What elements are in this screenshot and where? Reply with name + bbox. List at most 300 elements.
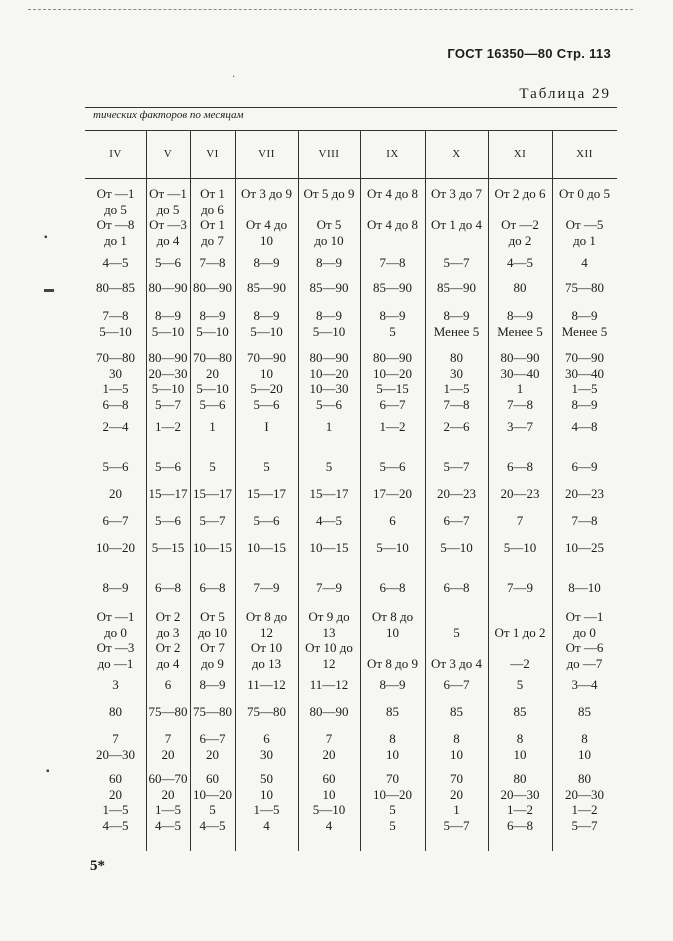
table-cell xyxy=(146,704,190,720)
cell-line: 7—8 xyxy=(507,396,533,412)
cell-line: От 3 до 9 xyxy=(241,186,292,201)
cell-line: 5—20 xyxy=(250,381,283,396)
table-cell xyxy=(425,280,488,296)
cell-line: 10 xyxy=(386,746,399,762)
cell-line: 85—90 xyxy=(373,280,412,295)
cell-line: 85 xyxy=(450,704,463,719)
cell-line: 20 xyxy=(206,746,219,762)
cell-line: 75—80 xyxy=(247,704,286,719)
cell-line: 5—10 xyxy=(196,323,229,339)
table-cell xyxy=(298,513,360,529)
cell-line: 10—30 xyxy=(309,381,349,396)
cell-line: От 5 xyxy=(316,217,342,232)
cell-line: 5—10 xyxy=(503,540,537,555)
cell-line xyxy=(298,202,360,218)
table-cell xyxy=(146,771,190,833)
table-cell xyxy=(425,350,488,412)
cell-line: 4—5 xyxy=(316,513,342,528)
table-cell xyxy=(360,771,425,833)
table-cell xyxy=(488,540,552,556)
table-cell xyxy=(298,677,360,693)
table-name: Таблица 29 xyxy=(519,86,611,102)
cell-line: От 1 xyxy=(200,186,225,201)
table-cell xyxy=(425,731,488,762)
table-cell xyxy=(85,419,146,435)
table-cell xyxy=(425,771,488,833)
cell-line: 6—8 xyxy=(199,580,226,595)
table-cell xyxy=(146,486,190,502)
header-bottom-rule xyxy=(85,178,617,179)
cell-line: 10—20 xyxy=(96,540,135,555)
table-cell xyxy=(488,771,552,833)
table-cell xyxy=(85,280,146,296)
table-cell xyxy=(552,580,617,596)
cell-line: 15—17 xyxy=(247,486,286,501)
table-cell xyxy=(488,186,552,248)
table-cell xyxy=(360,677,425,693)
table-cell xyxy=(488,280,552,296)
cell-line: 2—6 xyxy=(443,419,470,434)
cell-line: От 3 до 4 xyxy=(431,655,482,671)
cell-line: 5—15 xyxy=(376,381,409,396)
table-cell xyxy=(488,731,552,762)
cell-line: От 2 xyxy=(155,640,181,655)
cell-line: 3 xyxy=(112,677,119,692)
table-cell xyxy=(488,580,552,596)
cell-line: 8 xyxy=(389,731,396,746)
cell-line: 10—20 xyxy=(309,365,349,381)
cell-line: 3—4 xyxy=(571,677,598,692)
column-header: IX xyxy=(386,148,399,160)
table-cell xyxy=(235,308,298,339)
cell-line: 5—6 xyxy=(199,396,226,412)
cell-line: 5—7 xyxy=(443,817,470,833)
table-cell xyxy=(235,677,298,693)
table-cell xyxy=(552,513,617,529)
table-cell xyxy=(146,186,190,248)
cell-line: 20 xyxy=(161,746,175,762)
cell-line: 7 xyxy=(164,731,172,746)
table-cell xyxy=(552,609,617,671)
table-cell xyxy=(190,580,235,596)
cell-line: 4—5 xyxy=(102,255,129,270)
cell-line: От —3 xyxy=(96,640,135,655)
table-cell xyxy=(146,609,190,671)
cell-line: 6—8 xyxy=(102,396,129,412)
cell-line: Менее 5 xyxy=(433,323,480,339)
cell-line: 8—9 xyxy=(379,677,406,692)
cell-line: 20 xyxy=(109,786,122,802)
cell-line: 5 xyxy=(325,459,333,474)
cell-line: 4—5 xyxy=(199,817,226,833)
cell-line: до 5 xyxy=(104,201,127,217)
table-cell xyxy=(235,513,298,529)
cell-line: до 1 xyxy=(104,232,127,248)
table-cell xyxy=(360,704,425,720)
table-cell xyxy=(298,419,360,435)
cell-line: 15—17 xyxy=(309,486,349,501)
cell-line: От —6 xyxy=(565,640,604,655)
cell-line: 5—6 xyxy=(155,255,181,270)
cell-line: 20—23 xyxy=(565,486,604,501)
table-cell xyxy=(146,580,190,596)
cell-line: 8—9 xyxy=(316,255,342,270)
table-cell xyxy=(190,771,235,833)
cell-line: 10—15 xyxy=(193,540,232,555)
cell-line: 6—8 xyxy=(507,459,533,474)
table-cell xyxy=(552,186,617,248)
cell-line: От 1 до 4 xyxy=(431,217,482,232)
margin-mark: · xyxy=(232,72,236,83)
cell-line: 10 xyxy=(450,746,463,762)
cell-line: 5 xyxy=(516,677,524,692)
cell-line: От 1 xyxy=(200,217,225,232)
table-cell xyxy=(298,350,360,412)
cell-line: От 7 xyxy=(200,640,225,655)
cell-line: 8—9 xyxy=(379,308,406,323)
table-cell xyxy=(85,609,146,671)
table-cell xyxy=(552,677,617,693)
cell-line: 6—7 xyxy=(379,396,406,412)
cell-line: От 8 до xyxy=(245,609,288,624)
cell-line: 4 xyxy=(263,817,270,833)
cell-line: 8—9 xyxy=(507,308,533,323)
cell-line: 30—40 xyxy=(565,365,604,381)
cell-line: 1 xyxy=(453,802,460,817)
table-cell xyxy=(425,459,488,475)
cell-line: 70—90 xyxy=(565,350,604,365)
column-header: XI xyxy=(513,148,527,160)
table-cell xyxy=(146,731,190,762)
cell-line: 5—10 xyxy=(312,802,346,817)
table-cell xyxy=(190,308,235,339)
table-cell xyxy=(425,609,488,671)
cell-line: 8—9 xyxy=(253,255,280,270)
cell-line: 5—6 xyxy=(102,459,129,474)
cell-line: 5 xyxy=(389,802,396,817)
cell-line: 3—7 xyxy=(507,419,533,434)
cell-line: От —3 xyxy=(149,217,187,232)
cell-line: 80—90 xyxy=(193,280,232,295)
cell-line: 8—9 xyxy=(253,308,280,323)
cell-line: 20—30 xyxy=(500,786,540,802)
cell-line: 1—5 xyxy=(155,802,181,817)
cell-line: 15—17 xyxy=(148,486,188,501)
cell-line: 5—7 xyxy=(443,255,470,270)
cell-line: 80—90 xyxy=(148,350,188,365)
cell-line: до 0 xyxy=(573,624,596,640)
cell-line: От 5 до 9 xyxy=(303,186,355,201)
cell-line: 8—9 xyxy=(571,396,598,412)
cell-line: 5 xyxy=(389,817,396,833)
cell-line: 75—80 xyxy=(565,280,604,295)
table-cell xyxy=(425,513,488,529)
cell-line: 10—20 xyxy=(373,786,412,802)
cell-line: От —2 xyxy=(501,217,539,232)
cell-line: 10 xyxy=(260,365,273,381)
table-cell xyxy=(488,459,552,475)
cell-line: до 10 xyxy=(314,232,344,248)
table-cell xyxy=(425,704,488,720)
cell-line: —2 xyxy=(510,655,530,671)
table-cell xyxy=(552,540,617,556)
cell-line: 20—23 xyxy=(437,486,476,501)
cell-line: до 0 xyxy=(104,624,127,640)
cell-line: 1—2 xyxy=(379,419,406,434)
cell-line: 7—9 xyxy=(507,580,533,595)
cell-line: 50 xyxy=(260,771,273,786)
cell-line: 5—6 xyxy=(379,459,406,474)
cell-line: 80—85 xyxy=(96,280,135,295)
table-top-rule xyxy=(85,107,617,108)
column-header: X xyxy=(452,148,461,160)
table-cell xyxy=(552,771,617,833)
cell-line: 4—8 xyxy=(571,419,598,434)
cell-line: 5 xyxy=(389,323,396,339)
cell-line: От 10 xyxy=(250,640,283,655)
table-cell xyxy=(190,186,235,248)
cell-line: 5—10 xyxy=(376,540,409,555)
cell-line: 20—30 xyxy=(565,786,604,802)
cell-line: до 13 xyxy=(251,655,282,671)
table-cell xyxy=(190,677,235,693)
table-cell xyxy=(146,459,190,475)
table-cell xyxy=(190,731,235,762)
column-header: XII xyxy=(576,148,593,160)
cell-line: От 4 до xyxy=(245,217,288,232)
table-cell xyxy=(190,255,235,271)
cell-line: 4—5 xyxy=(155,817,181,833)
cell-line: 5 xyxy=(209,802,216,817)
cell-line: От —5 xyxy=(565,217,604,232)
cell-line: 5—7 xyxy=(571,817,598,833)
cell-line: От 8 до 9 xyxy=(367,655,418,671)
cell-line: От —1 xyxy=(565,609,604,624)
table-cell xyxy=(425,540,488,556)
table-cell xyxy=(190,513,235,529)
table-cell xyxy=(488,486,552,502)
table-cell xyxy=(85,350,146,412)
table-cell xyxy=(552,459,617,475)
table-cell xyxy=(190,486,235,502)
cell-line: 80—90 xyxy=(373,350,412,365)
cell-line: до 5 xyxy=(156,201,180,217)
table-cell xyxy=(190,704,235,720)
cell-line: 70—90 xyxy=(247,350,286,365)
table-cell xyxy=(298,771,360,833)
cell-line: 5—6 xyxy=(155,459,181,474)
cell-line: 5—10 xyxy=(99,323,132,339)
table-cell xyxy=(85,513,146,529)
cell-line: 7 xyxy=(325,731,333,746)
cell-line: 2—4 xyxy=(102,419,129,434)
table-cell xyxy=(488,677,552,693)
table-cell xyxy=(235,580,298,596)
cell-line: 20 xyxy=(322,746,336,762)
table-cell xyxy=(552,255,617,271)
cell-line: до —1 xyxy=(97,655,134,671)
column-header: VIII xyxy=(318,148,340,160)
margin-mark: ▪ xyxy=(44,232,48,243)
cell-line: 30—40 xyxy=(500,365,540,381)
cell-line: От —1 xyxy=(96,609,135,624)
table-cell xyxy=(85,540,146,556)
cell-line: 6—8 xyxy=(507,817,533,833)
cell-line: 10 xyxy=(322,786,336,802)
cell-line: 5—6 xyxy=(316,396,342,412)
cell-line: до 3 xyxy=(156,624,180,640)
cell-line: 8—9 xyxy=(316,308,342,323)
cell-line: 1 xyxy=(209,419,216,434)
cell-line: 8 xyxy=(453,731,460,746)
table-cell xyxy=(235,255,298,271)
cell-line: 80 xyxy=(109,704,122,719)
table-cell xyxy=(85,186,146,248)
table-cell xyxy=(360,255,425,271)
table-cell xyxy=(488,704,552,720)
cell-line: 5—6 xyxy=(253,396,280,412)
cell-line: От 9 до xyxy=(308,609,350,624)
cell-line: 20—30 xyxy=(148,365,188,381)
cell-line: 8—9 xyxy=(443,308,470,323)
cell-line: 1—2 xyxy=(155,419,181,434)
cell-line: 6—8 xyxy=(379,580,406,595)
cell-line: 80—90 xyxy=(309,704,349,719)
cell-line: 1—5 xyxy=(102,802,129,817)
cell-line: 8—9 xyxy=(102,580,129,595)
table-cell xyxy=(360,609,425,671)
table-cell xyxy=(235,704,298,720)
cell-line: 85 xyxy=(513,704,527,719)
cell-line: 7—8 xyxy=(443,396,470,412)
cell-line: 30 xyxy=(109,365,122,381)
cell-line: 10—15 xyxy=(247,540,286,555)
cell-line: 20—23 xyxy=(500,486,540,501)
table-cell xyxy=(235,350,298,412)
cell-line: 7—8 xyxy=(199,255,226,270)
cell-line xyxy=(425,202,488,218)
cell-line: От 1 до 2 xyxy=(494,624,546,640)
table-cell xyxy=(85,308,146,339)
table-cell xyxy=(235,486,298,502)
table-cell xyxy=(146,513,190,529)
cell-line: 1—5 xyxy=(253,802,280,817)
table-cell xyxy=(552,308,617,339)
cell-line: 1—5 xyxy=(571,381,598,396)
cell-line: 5 xyxy=(263,459,270,474)
cell-line: 10 xyxy=(513,746,527,762)
table-cell xyxy=(146,419,190,435)
cell-line: 8 xyxy=(581,731,588,746)
cell-line: От 8 до xyxy=(371,609,414,624)
cell-line: 5—10 xyxy=(151,381,185,396)
table-cell xyxy=(488,513,552,529)
table-cell xyxy=(190,280,235,296)
cell-line: 80 xyxy=(450,350,463,365)
cell-line: 10 xyxy=(260,232,273,248)
table-cell xyxy=(360,459,425,475)
table-cell xyxy=(190,419,235,435)
cell-line xyxy=(360,640,425,656)
cell-line: 1—5 xyxy=(102,381,129,396)
cell-line: 8 xyxy=(516,731,524,746)
cell-line: 10—15 xyxy=(309,540,349,555)
margin-mark: ▪ xyxy=(46,766,50,777)
cell-line: От —1 xyxy=(149,186,187,201)
cell-line xyxy=(425,640,488,656)
table-cell xyxy=(488,308,552,339)
table-cell xyxy=(235,419,298,435)
margin-mark: ▬ xyxy=(44,284,54,295)
cell-line: 30 xyxy=(450,365,463,381)
cell-line: От 2 xyxy=(155,609,181,624)
top-border xyxy=(28,9,633,10)
table-cell xyxy=(298,609,360,671)
cell-line: I xyxy=(264,419,269,434)
cell-line: 8—9 xyxy=(155,308,181,323)
cell-line: 5 xyxy=(209,459,216,474)
cell-line: 20 xyxy=(450,786,463,802)
table-cell xyxy=(146,677,190,693)
cell-line: Менее 5 xyxy=(561,323,608,339)
cell-line: 5—10 xyxy=(250,323,283,339)
cell-line: 7—8 xyxy=(379,255,406,270)
cell-line xyxy=(425,609,488,625)
column-header: IV xyxy=(109,148,122,160)
cell-line: 5—10 xyxy=(440,540,473,555)
cell-line: 10—25 xyxy=(565,540,604,555)
table-cell xyxy=(552,350,617,412)
cell-line: 10 xyxy=(578,746,591,762)
table-cell xyxy=(235,731,298,762)
cell-line: 17—20 xyxy=(373,486,412,501)
cell-line: 60 xyxy=(322,771,336,786)
table-cell xyxy=(488,419,552,435)
table-cell xyxy=(146,350,190,412)
cell-line: От 0 до 5 xyxy=(559,186,610,201)
cell-line: 1—2 xyxy=(507,802,533,817)
cell-line: 75—80 xyxy=(193,704,232,719)
footnote: 5* xyxy=(90,858,105,874)
table-cell xyxy=(298,540,360,556)
cell-line xyxy=(488,609,552,625)
column-header: V xyxy=(163,148,173,160)
table-cell xyxy=(298,280,360,296)
cell-line: 7—9 xyxy=(253,580,280,595)
cell-line: 20—30 xyxy=(96,746,135,762)
cell-line: 5 xyxy=(453,624,460,640)
table-cell xyxy=(146,308,190,339)
table-cell xyxy=(425,255,488,271)
cell-line: 8—9 xyxy=(199,677,226,692)
cell-line: 15—17 xyxy=(193,486,232,501)
cell-line: 85—90 xyxy=(309,280,349,295)
cell-line: 10—20 xyxy=(193,786,232,802)
cell-line xyxy=(235,202,298,218)
table-cell xyxy=(190,540,235,556)
cell-line: От 4 до 8 xyxy=(367,217,418,232)
table-cell xyxy=(235,186,298,248)
cell-line: 75—80 xyxy=(148,704,188,719)
cell-line: до 2 xyxy=(508,232,532,248)
cell-line: 5—7 xyxy=(199,513,226,528)
cell-line: 5—7 xyxy=(443,459,470,474)
cell-line: 10—20 xyxy=(373,365,412,381)
cell-line: 70 xyxy=(450,771,463,786)
table-caption: тических факторов по месяцам xyxy=(93,109,244,121)
cell-line xyxy=(552,202,617,218)
cell-line: 1—5 xyxy=(443,381,470,396)
